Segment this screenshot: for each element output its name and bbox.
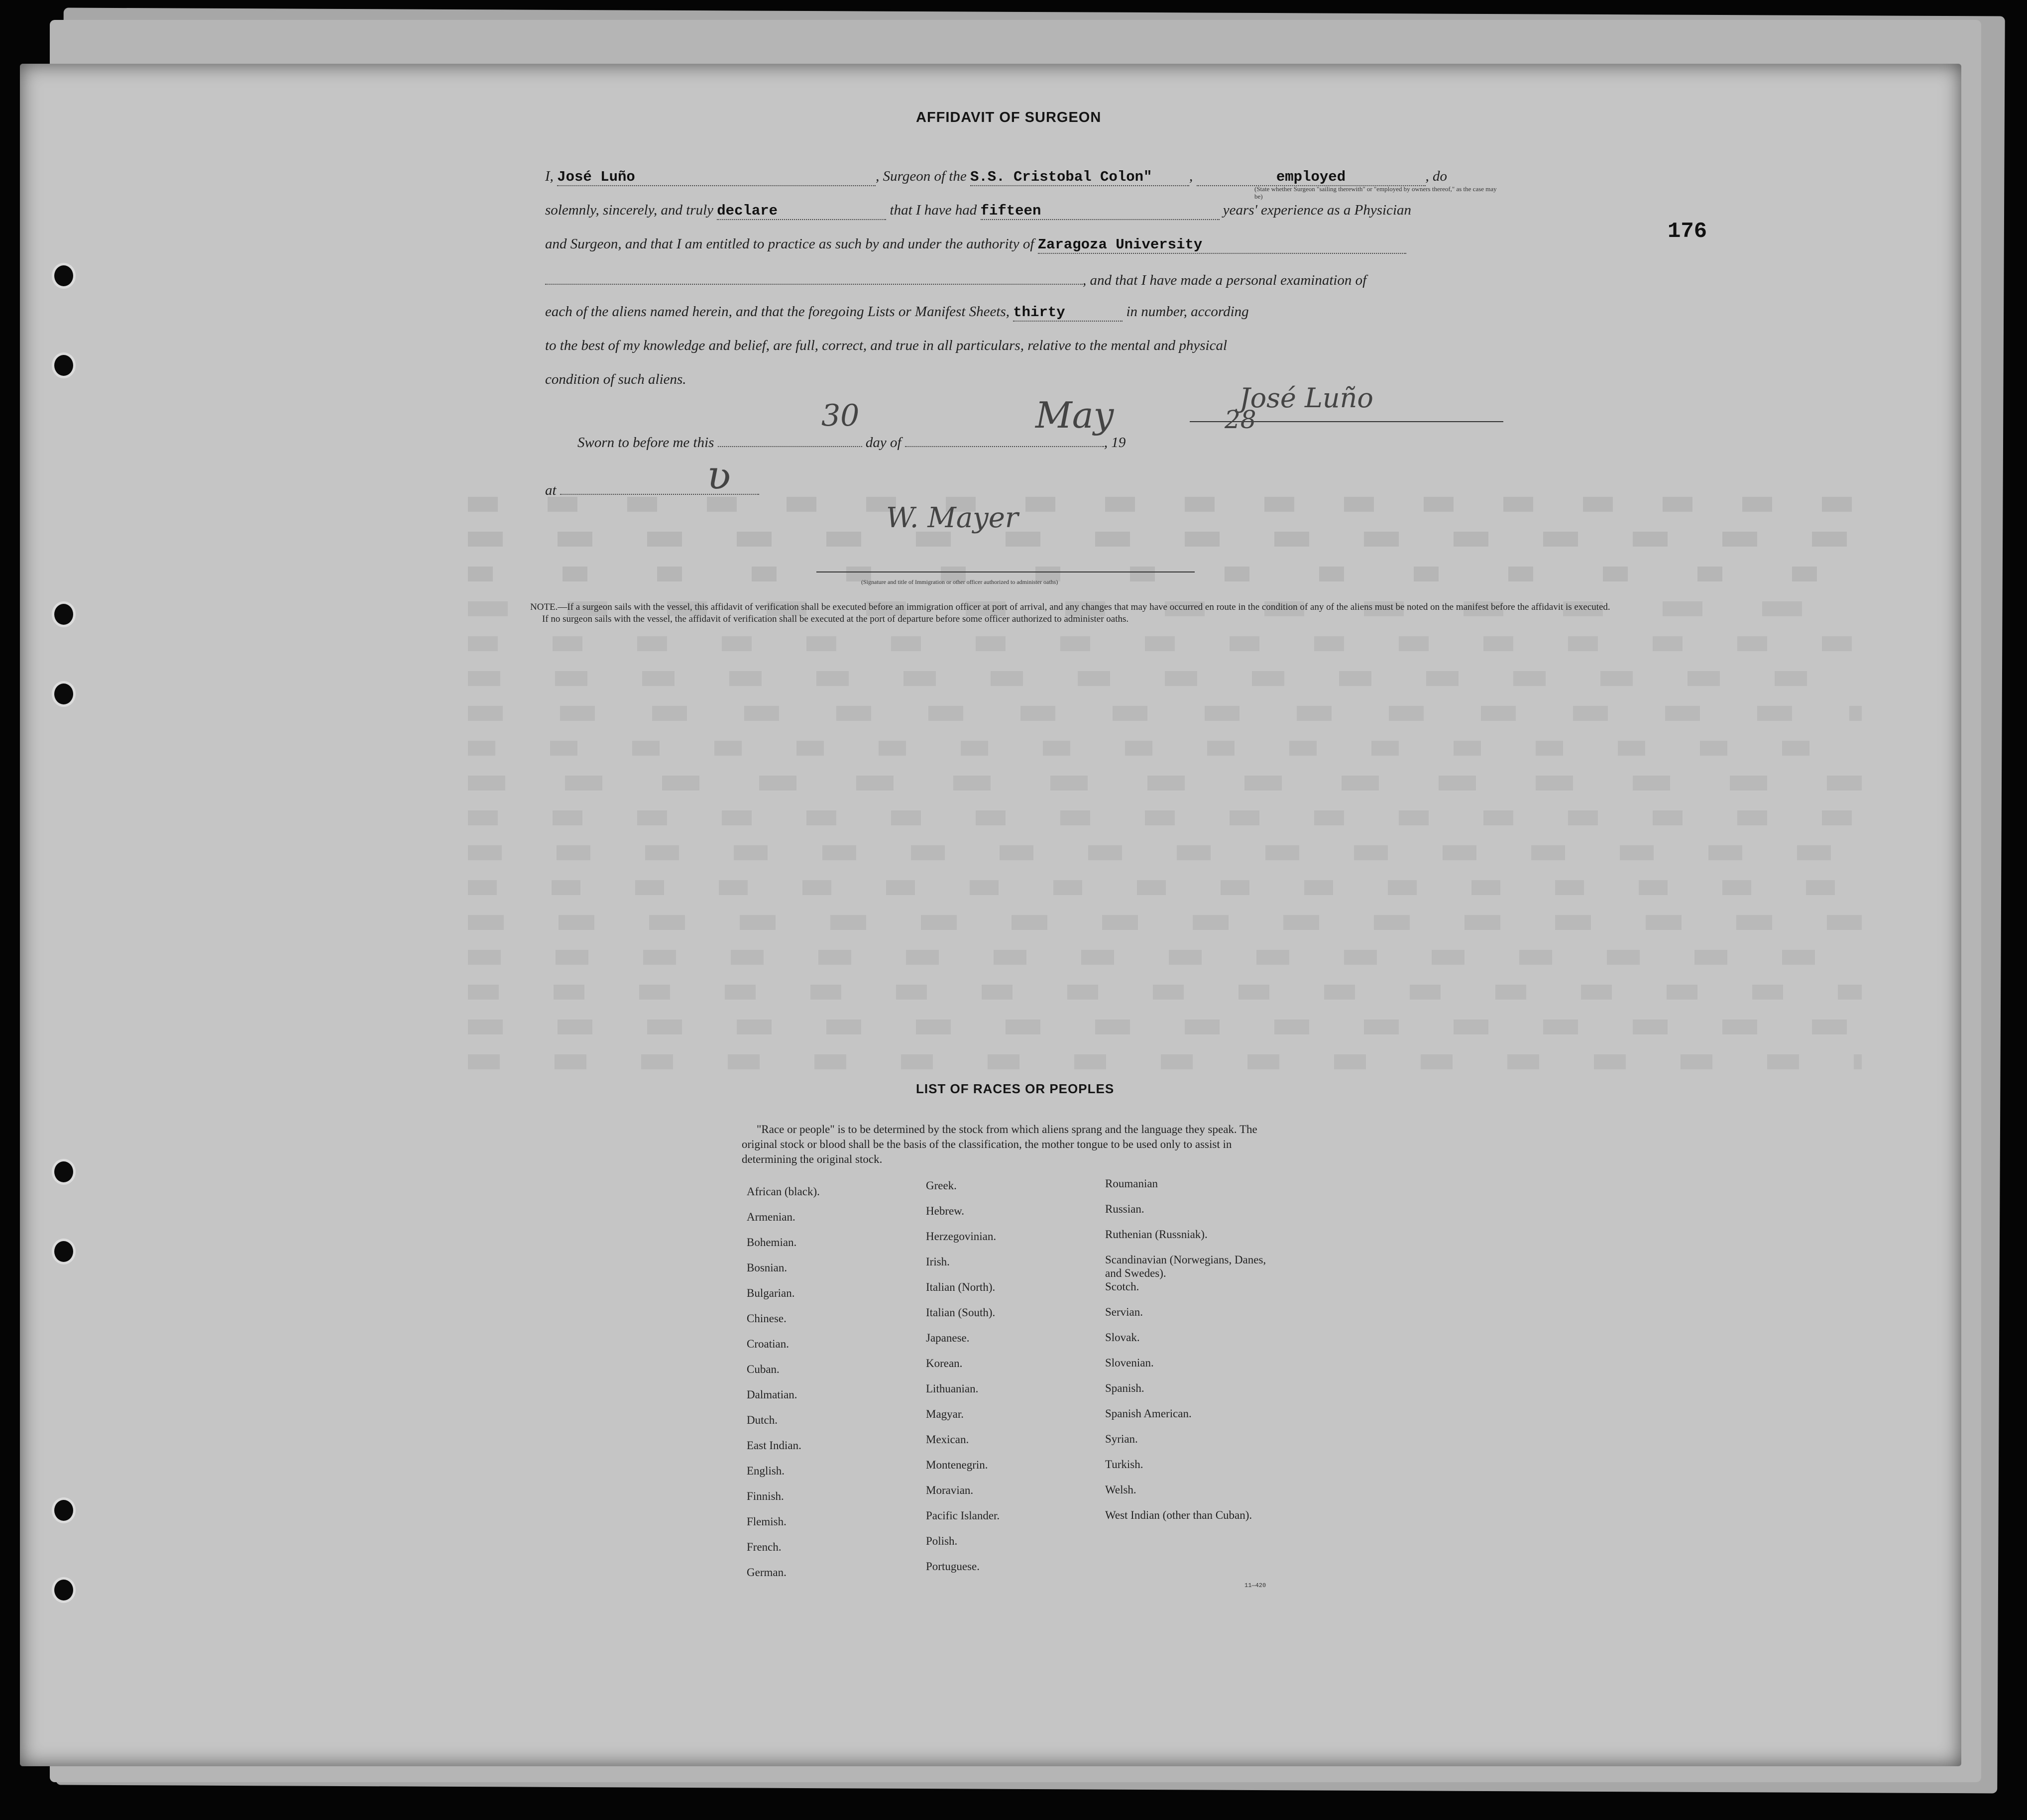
binder-hole — [52, 1159, 76, 1185]
race-item: Armenian. — [747, 1211, 795, 1223]
bleed-through-row — [468, 950, 1862, 965]
race-item: Finnish. — [747, 1490, 784, 1502]
race-item: Flemish. — [747, 1515, 787, 1528]
bleed-through-row — [468, 741, 1862, 756]
note-paragraph-1: NOTE.—If a surgeon sails with the vessel, this affidavit of verification shall be executed before an immigration officer at port of arrival, and any changes that may have occurred en route in the condition of any of the aliens must be noted on the manifest before the affidavit is executed. — [530, 602, 1610, 612]
bleed-through-row — [468, 845, 1862, 860]
bleed-through-row — [468, 1020, 1862, 1034]
affidavit-line-1 — [545, 168, 1447, 186]
race-item: African (black). — [747, 1185, 820, 1198]
sheets-field: thirty — [1013, 304, 1123, 322]
bleed-through-row — [468, 776, 1862, 791]
sworn-year-label: , 19 — [1104, 435, 1126, 451]
race-item: Lithuanian. — [926, 1382, 979, 1395]
binder-hole — [52, 1239, 76, 1264]
employment-note: (State whether Surgeon "sailing therewith" or "employed by owners thereof," as the case may be) — [1254, 185, 1497, 200]
sworn-day-of: day of — [865, 435, 901, 451]
races-title: LIST OF RACES OR PEOPLES — [916, 1081, 1115, 1096]
race-item: French. — [747, 1541, 782, 1553]
bleed-through-row — [468, 810, 1862, 825]
line2-text-mid: that I have had — [890, 202, 977, 218]
line1-comma: , — [1189, 168, 1193, 184]
race-item: Greek. — [926, 1179, 957, 1192]
race-item: Ruthenian (Russniak). — [1105, 1228, 1208, 1241]
line5-text-end: in number, according — [1126, 304, 1249, 320]
line5-text-start: each of the aliens named herein, and that the foregoing Lists or Manifest Sheets, — [545, 304, 1010, 320]
race-item: German. — [747, 1566, 787, 1579]
race-item: Italian (North). — [926, 1281, 996, 1293]
race-item: Welsh. — [1105, 1483, 1136, 1496]
race-item: Roumanian — [1105, 1177, 1158, 1190]
race-item: Scotch. — [1105, 1280, 1139, 1293]
affidavit-line-5 — [545, 304, 1249, 322]
race-item: Mexican. — [926, 1433, 969, 1446]
race-item: Magyar. — [926, 1408, 964, 1420]
form-code: 11—420 — [1244, 1582, 1266, 1589]
race-item: Korean. — [926, 1357, 963, 1369]
race-item: Slovak. — [1105, 1331, 1140, 1344]
race-item: Spanish. — [1105, 1382, 1144, 1394]
bleed-through-row — [468, 985, 1862, 1000]
binder-hole — [52, 1577, 76, 1603]
binder-hole — [52, 681, 76, 707]
employment-field: employed — [1197, 169, 1426, 186]
line1-do: , do — [1425, 168, 1447, 184]
line4-text: , and that I have made a personal examination of — [1083, 272, 1367, 288]
race-item: Russian. — [1105, 1203, 1144, 1215]
affidavit-title: AFFIDAVIT OF SURGEON — [916, 110, 1102, 125]
years-field: fifteen — [981, 203, 1220, 220]
sworn-text-start: Sworn to before me this — [577, 435, 714, 451]
officer-note: (Signature and title of Immigration or other officer authorized to administer oaths) — [861, 578, 1058, 585]
affidavit-line-3 — [545, 236, 1406, 254]
race-item: Italian (South). — [926, 1306, 996, 1319]
affidavit-line-7: condition of such aliens. — [545, 371, 686, 387]
officer-flourish: ʋ — [707, 452, 731, 498]
race-item: English. — [747, 1465, 785, 1477]
race-item: Servian. — [1105, 1306, 1143, 1318]
sworn-day-handwritten: 30 — [821, 398, 860, 433]
line1-prefix: I, — [545, 168, 554, 184]
race-item: Syrian. — [1105, 1433, 1138, 1445]
race-item: Portuguese. — [926, 1560, 980, 1573]
race-item: Turkish. — [1105, 1458, 1143, 1471]
authority-field: Zaragoza University — [1038, 236, 1406, 254]
race-item: Bohemian. — [747, 1236, 797, 1249]
race-item: Pacific Islander. — [926, 1509, 1000, 1522]
bleed-through-row — [468, 532, 1862, 547]
bleed-through-row — [468, 915, 1862, 930]
surgeon-signature: José Luño — [1239, 382, 1373, 414]
race-item: West Indian (other than Cuban). — [1105, 1509, 1252, 1521]
affidavit-line-4 — [545, 270, 1366, 289]
race-item: Spanish American. — [1105, 1407, 1192, 1420]
surgeon-name-field: José Luño — [557, 169, 876, 186]
officer-signature: W. Mayer — [886, 502, 1018, 534]
race-item: Dalmatian. — [747, 1388, 797, 1401]
race-item: Bosnian. — [747, 1261, 788, 1274]
binder-hole — [52, 352, 76, 378]
line3-text: and Surgeon, and that I am entitled to practice as such by and under the authority of — [545, 236, 1034, 252]
line2-text-end: years' experience as a Physician — [1223, 202, 1412, 218]
race-item: Hebrew. — [926, 1205, 965, 1217]
race-item: East Indian. — [747, 1439, 801, 1452]
race-item: Polish. — [926, 1535, 958, 1547]
sworn-month-handwritten: May — [1035, 394, 1114, 436]
race-item: Croatian. — [747, 1338, 789, 1350]
bleed-through-row — [468, 567, 1862, 581]
binder-hole — [52, 601, 76, 627]
race-item: Montenegrin. — [926, 1459, 988, 1471]
note-paragraph-2: If no surgeon sails with the vessel, the affidavit of verification shall be executed at the port of departure before some officer authorized to administer oaths. — [542, 614, 1129, 624]
declare-field: declare — [717, 203, 886, 220]
affidavit-line-2 — [545, 202, 1411, 220]
affidavit-note — [530, 601, 1804, 625]
officer-signature-line — [816, 571, 1195, 572]
bleed-through-row — [468, 880, 1862, 895]
binder-hole — [52, 1497, 76, 1523]
at-label: at — [545, 482, 557, 498]
line2-text-start: solemnly, sincerely, and truly — [545, 202, 714, 218]
page-number: 176 — [1668, 219, 1707, 244]
race-item: Bulgarian. — [747, 1287, 795, 1299]
bleed-through-row — [468, 1054, 1862, 1069]
race-item: Cuban. — [747, 1363, 780, 1375]
race-item: Scandinavian (Norwegians, Danes, and Swedes). — [1105, 1253, 1266, 1279]
race-item: Chinese. — [747, 1312, 787, 1325]
authority-continuation-field — [545, 270, 1083, 285]
races-intro: "Race or people" is to be determined by the stock from which aliens sprang and the language they speak. The original stock or blood shall be the basis of the classification, the mother tongue to be used only to assist in determining the original stock. — [742, 1123, 1257, 1165]
race-item: Japanese. — [926, 1332, 970, 1344]
binder-hole — [52, 263, 76, 289]
race-item: Moravian. — [926, 1484, 974, 1496]
bleed-through-row — [468, 671, 1862, 686]
sworn-year-handwritten: 28 — [1225, 405, 1256, 434]
bleed-through-row — [468, 636, 1862, 651]
race-item: Irish. — [926, 1255, 950, 1268]
race-item: Dutch. — [747, 1414, 778, 1426]
affidavit-line-6: to the best of my knowledge and belief, are full, correct, and true in all particulars, relative to the mental and physical — [545, 338, 1228, 353]
line1-surgeon-of: , Surgeon of the — [876, 168, 967, 184]
race-item: Herzegovinian. — [926, 1230, 997, 1243]
manifest-page — [20, 64, 1961, 1766]
ship-name-field: S.S. Cristobal Colon" — [970, 169, 1189, 186]
sworn-day-field — [718, 432, 862, 447]
bleed-through-row — [468, 497, 1862, 512]
race-item: Slovenian. — [1105, 1357, 1154, 1369]
bleed-through-row — [468, 706, 1862, 721]
